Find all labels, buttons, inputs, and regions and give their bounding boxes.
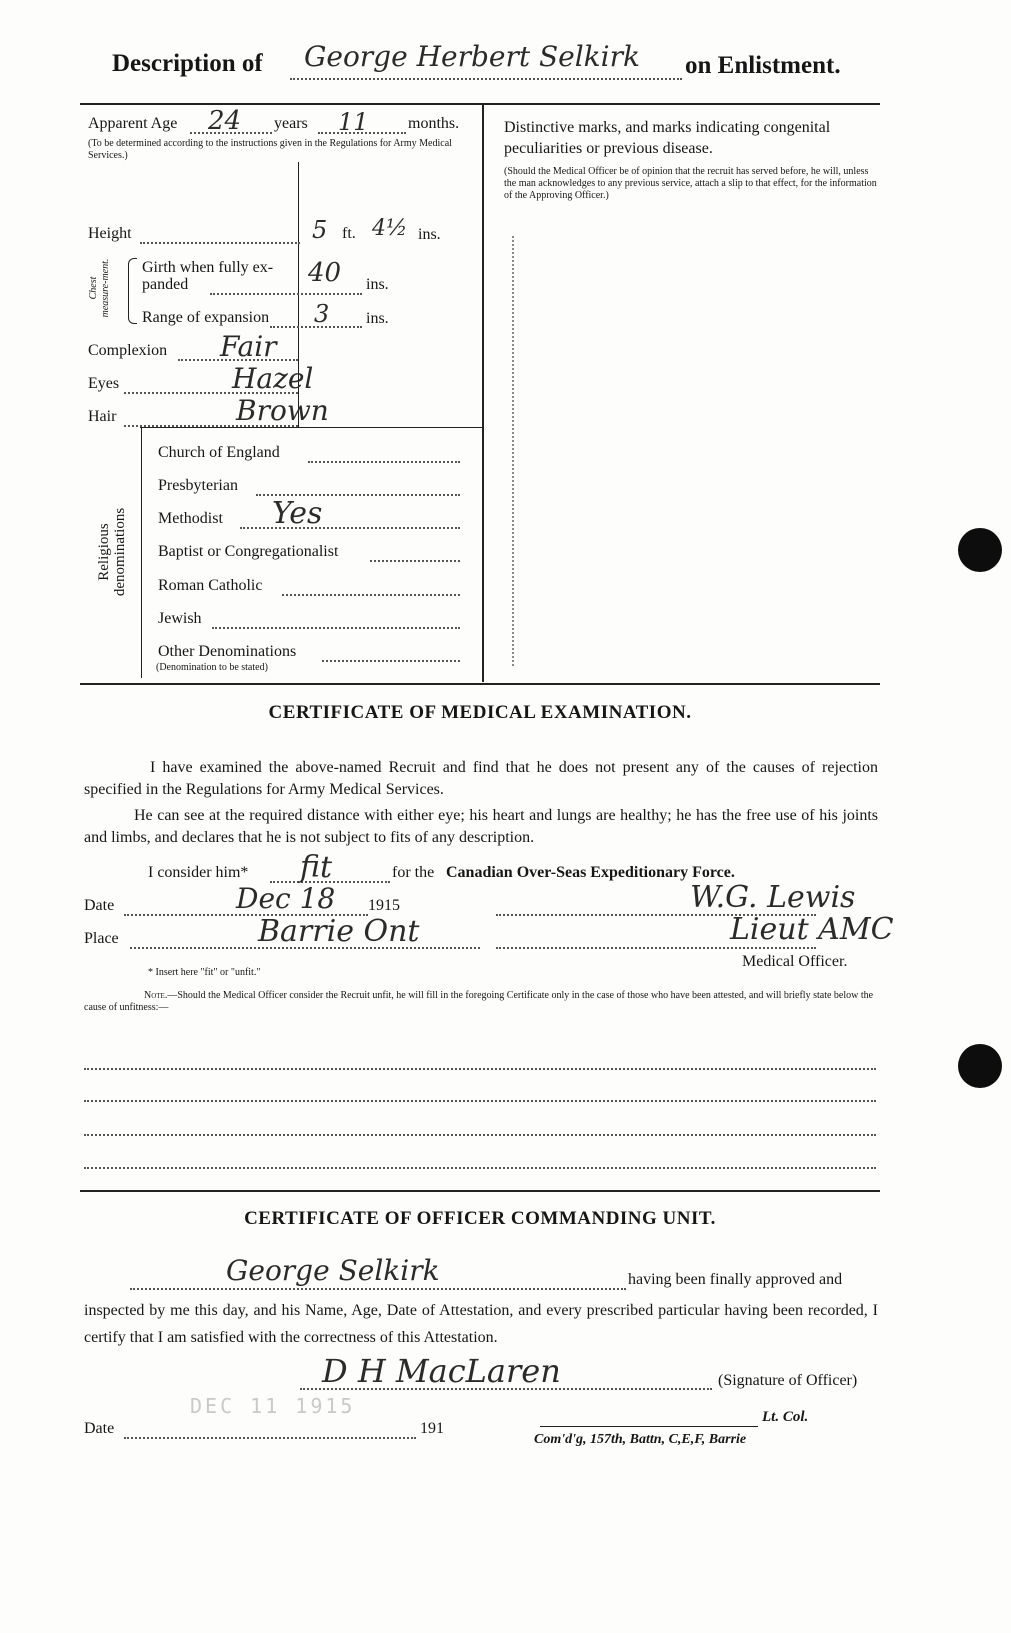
- medical-para-2: He can see at the required distance with either eye; his heart and lungs are healthy; he has the free use of his joints and limbs, and declares that he is not subject to fits of any description.: [84, 807, 878, 846]
- consider-value: fit: [300, 850, 333, 885]
- unfit-line-1: [84, 1068, 876, 1070]
- commanding-date-line: [124, 1437, 416, 1439]
- note-label: Note.: [144, 990, 168, 1001]
- hair-value: Brown: [236, 394, 329, 427]
- religion-line-5: [212, 627, 460, 629]
- commanding-unit: Com'd'g, 157th, Battn, C,E,F, Barrie: [534, 1432, 747, 1447]
- religion-label-4: Roman Catholic: [158, 577, 263, 594]
- medical-bottom-rule: [80, 1190, 880, 1192]
- complexion-label: Complexion: [88, 342, 168, 359]
- age-years-label: years: [274, 115, 308, 132]
- commanding-recruit-value: George Selkirk: [226, 1254, 440, 1287]
- note-text: —Should the Medical Officer consider the Recruit unfit, he will fill in the foregoing Certificate only in the case of those who have been attested, and will briefly state below the cause of unfitness:—: [84, 990, 874, 1013]
- girth-label-2: panded: [142, 276, 189, 293]
- unfit-line-2: [84, 1100, 876, 1102]
- medical-para-1: I have examined the above-named Recruit and find that he does not present any of the causes of rejection specified in the Regulations for Army Medical Services.: [84, 759, 878, 798]
- commanding-date-year: 191: [420, 1420, 444, 1437]
- hair-label: Hair: [88, 408, 117, 425]
- punch-hole-top: [958, 528, 1002, 572]
- commanding-recruit-line: [130, 1288, 626, 1290]
- religion-other-note: (Denomination to be stated): [156, 662, 268, 673]
- range-unit: ins.: [366, 310, 389, 327]
- medical-place-value: Barrie Ont: [258, 914, 420, 949]
- top-rule: [80, 103, 880, 105]
- officer-rank-line: [496, 947, 816, 949]
- officer-signature: W.G. Lewis: [690, 880, 856, 915]
- signature-label: (Signature of Officer): [718, 1372, 858, 1389]
- age-months-label: months.: [408, 115, 460, 132]
- religion-label-1: Presbyterian: [158, 477, 238, 494]
- religion-line-4: [282, 594, 460, 596]
- medical-title: CERTIFICATE OF MEDICAL EXAMINATION.: [268, 702, 692, 723]
- girth-label-1: Girth when fully ex-: [142, 259, 274, 276]
- marks-ruled-area: [512, 236, 518, 666]
- height-ft-label: ft.: [342, 225, 356, 242]
- eyes-label: Eyes: [88, 375, 120, 392]
- religion-divider: [141, 428, 142, 678]
- religion-label-0: Church of England: [158, 444, 280, 461]
- officer-title: Medical Officer.: [742, 953, 848, 970]
- religion-group-label: Religious denominations: [96, 507, 128, 597]
- medical-date-year: 1915: [368, 897, 400, 914]
- rank-line: [540, 1426, 758, 1427]
- commanding-title: CERTIFICATE OF OFFICER COMMANDING UNIT.: [244, 1208, 716, 1229]
- commanding-text-2: inspected by me this day, and his Name, Age, Date of Attestation, and every prescribed particular having been recorded, I certify that I am satisfied with the correctness of this Attestation.: [84, 1302, 878, 1346]
- age-label: Apparent Age: [88, 115, 178, 132]
- unfit-note: [84, 990, 880, 1014]
- unfit-line-4: [84, 1167, 876, 1169]
- marks-note: (Should the Medical Officer be of opinion that the recruit has served before, he will, unless the man acknowledges to any previous service, attach a slip to that effect, for the information of the Approving Officer.): [504, 166, 877, 201]
- girth-value: 40: [308, 258, 342, 288]
- eyes-value: Hazel: [232, 362, 314, 395]
- complexion-value: Fair: [220, 330, 277, 363]
- girth-unit: ins.: [366, 276, 389, 293]
- religion-line-6: [322, 660, 460, 662]
- religion-label-5: Jewish: [158, 610, 202, 627]
- unfit-line-3: [84, 1134, 876, 1136]
- commanding-date-label: Date: [84, 1420, 115, 1437]
- column-divider: [482, 104, 484, 682]
- recruit-name: George Herbert Selkirk: [304, 40, 640, 73]
- height-feet: 5: [312, 216, 328, 244]
- religion-label-3: Baptist or Congregationalist: [158, 543, 339, 560]
- form-header: [112, 38, 872, 88]
- commanding-rank: Lt. Col.: [762, 1409, 809, 1425]
- height-ins-label: ins.: [418, 226, 441, 243]
- punch-hole-bottom: [958, 1044, 1002, 1088]
- range-value: 3: [314, 300, 330, 328]
- girth-line: [210, 293, 362, 295]
- religion-label-2: Methodist: [158, 510, 223, 527]
- age-years-value: 24: [208, 106, 242, 136]
- insert-note: * Insert here "fit" or "unfit.": [148, 967, 261, 978]
- header-prefix: Description of: [112, 50, 263, 77]
- hair-rule: [140, 427, 482, 428]
- force-text-2: Canadian Over-Seas Expeditionary Force.: [446, 864, 735, 881]
- religion-line-3: [370, 560, 460, 562]
- marks-heading: Distinctive marks, and marks indicating congenital peculiarities or previous disease.: [504, 119, 831, 157]
- recruit-name-line: [290, 78, 682, 80]
- religion-value-2: Yes: [272, 496, 323, 531]
- height-inches: 4½: [372, 216, 408, 241]
- age-note: (To be determined according to the instructions given in the Regulations for Army Medical Services.): [88, 138, 452, 161]
- section-rule: [80, 683, 880, 685]
- height-line: [140, 242, 300, 244]
- medical-place-label: Place: [84, 930, 119, 947]
- force-text-1: for the: [392, 864, 435, 881]
- range-label: Range of expansion: [142, 309, 270, 326]
- chest-group-label: Chest measure-ment.: [88, 258, 111, 318]
- medical-date-label: Date: [84, 897, 115, 914]
- consider-label: I consider him*: [148, 864, 249, 881]
- religion-label-6: Other Denominations: [158, 643, 297, 660]
- officer-rank: Lieut AMC: [730, 912, 894, 947]
- medical-date-value: Dec 18: [236, 882, 336, 915]
- religion-line-0: [308, 461, 460, 463]
- height-label: Height: [88, 225, 132, 242]
- chest-brace: [128, 258, 137, 324]
- age-months-value: 11: [338, 108, 369, 136]
- header-suffix: on Enlistment.: [685, 52, 841, 79]
- received-stamp: DEC 11 1915: [190, 1394, 356, 1418]
- commanding-text-1: having been finally approved and: [628, 1271, 843, 1288]
- commanding-signature: D H MacLaren: [322, 1352, 561, 1390]
